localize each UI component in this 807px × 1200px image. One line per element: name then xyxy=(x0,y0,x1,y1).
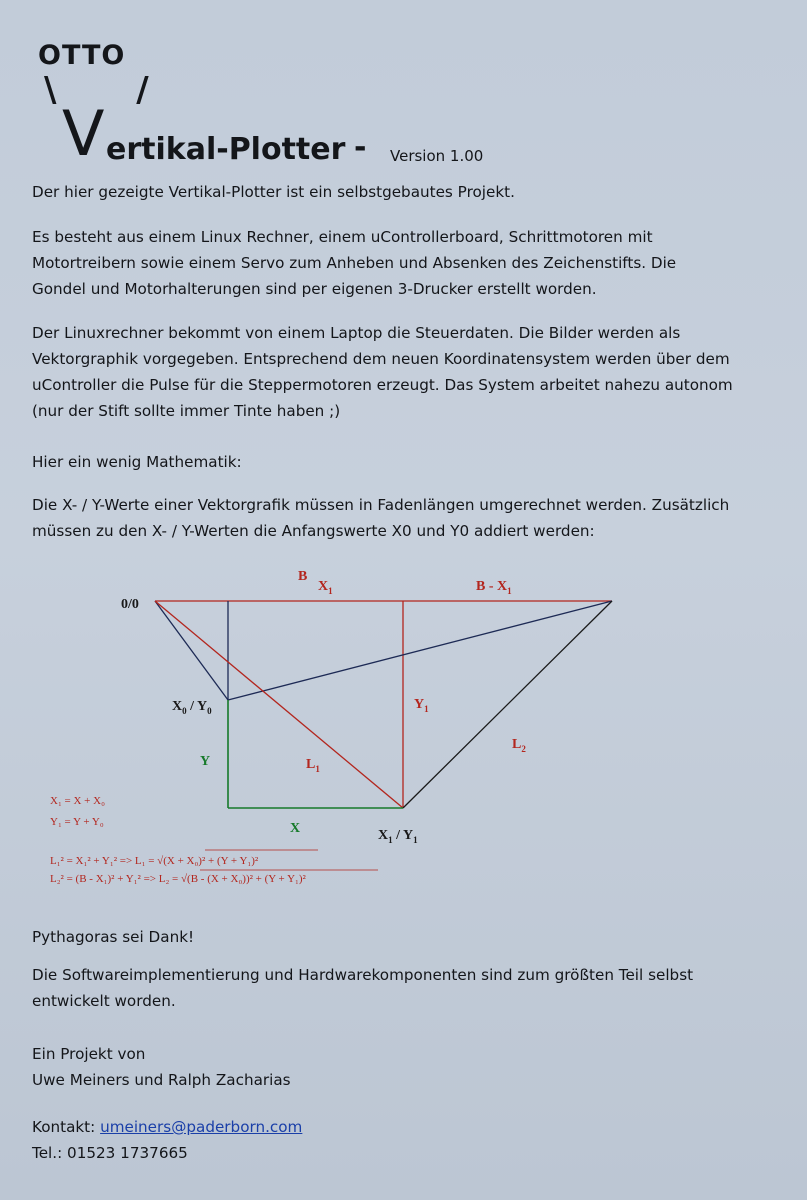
contact-label: Kontakt: xyxy=(32,1118,101,1136)
formula-l2: L₂² = (B - X₁)² + Y₁² => L₂ = √(B - (X + X₀))² + (Y + Y₁)² xyxy=(50,873,306,885)
string-l2 xyxy=(403,601,612,808)
string-origin-to-start xyxy=(155,601,228,700)
y1-label: $Y_1$ xyxy=(414,697,429,714)
formula-x1: X₁ = X + X₀ xyxy=(50,795,105,807)
geometry-diagram xyxy=(0,560,807,900)
paragraph-intro xyxy=(32,179,515,205)
email-link[interactable]: umeiners@paderborn.com xyxy=(100,1118,303,1136)
page-title: ertikal-Plotter xyxy=(106,132,346,167)
authors-line: Uwe Meiners und Ralph Zacharias xyxy=(32,1071,291,1089)
text-line: Es besteht aus einem Linux Rechner, einem uControllerboard, Schrittmotoren mit xyxy=(32,228,653,246)
version-label: Version 1.00 xyxy=(390,147,484,165)
paragraph-math-heading xyxy=(32,449,242,475)
text-line: Hier ein wenig Mathematik: xyxy=(32,453,242,471)
b-label: B xyxy=(298,569,308,584)
title-dash: - xyxy=(354,130,367,165)
x1-top-label: $X_1$ xyxy=(318,579,333,596)
paragraph-control xyxy=(32,320,733,424)
text-line: Vektorgraphik vorgegeben. Entsprechend dem neuen Koordinatensystem werden über dem xyxy=(32,350,730,368)
paragraph-components xyxy=(32,224,676,302)
l2-label: $L_2$ xyxy=(512,737,526,754)
text-line: Der hier gezeigte Vertikal-Plotter ist ein selbstgebautes Projekt. xyxy=(32,183,515,201)
phone-line: Tel.: 01523 1737665 xyxy=(32,1144,188,1162)
text-line: Gondel und Motorhalterungen sind per eigenen 3-Drucker erstellt worden. xyxy=(32,280,597,298)
paragraph-authors xyxy=(32,1041,291,1093)
y-label: Y xyxy=(200,754,211,769)
x0y0-label: $X_0 / Y_0$ xyxy=(172,699,212,716)
string-start-to-right xyxy=(228,601,612,700)
project-by-line: Ein Projekt von xyxy=(32,1045,146,1063)
logo-slashes: \ / xyxy=(44,70,183,110)
formula-y1: Y₁ = Y + Y₀ xyxy=(50,816,104,828)
origin-label: 0/0 xyxy=(121,597,139,612)
contact-line xyxy=(32,1114,302,1140)
logo-big-v: V xyxy=(62,97,105,170)
l1-label: $L_1$ xyxy=(306,757,320,774)
contact-block xyxy=(32,1114,302,1166)
text-line: uController die Pulse für die Steppermotoren erzeugt. Das System arbeitet nahezu autonom xyxy=(32,376,733,394)
text-line: müssen zu den X- / Y-Werten die Anfangswerte X0 und Y0 addiert werden: xyxy=(32,522,595,540)
text-line: Die Softwareimplementierung und Hardwarekomponenten sind zum größten Teil selbst xyxy=(32,966,694,984)
b-minus-x1-label: B - $X_1$ xyxy=(476,579,512,596)
text-line: entwickelt worden. xyxy=(32,992,176,1010)
text-line: Der Linuxrechner bekommt von einem Laptop die Steuerdaten. Die Bilder werden als xyxy=(32,324,681,342)
paragraph-conversion xyxy=(32,492,729,544)
x-label: X xyxy=(290,821,301,836)
text-line: (nur der Stift sollte immer Tinte haben ;) xyxy=(32,402,341,420)
x1y1-label: $X_1 / Y_1$ xyxy=(378,828,418,845)
text-line: Die X- / Y-Werte einer Vektorgrafik müssen in Fadenlängen umgerechnet werden. Zusätzlich xyxy=(32,496,730,514)
paragraph-software xyxy=(32,962,693,1014)
text-line: Motortreibern sowie einem Servo zum Anheben und Absenken des Zeichenstifts. Die xyxy=(32,254,677,272)
formula-l1: L₁² = X₁² + Y₁² => L₁ = √(X + X₀)² + (Y + Y₁)² xyxy=(50,855,259,867)
logo-otto: OTTO xyxy=(38,40,126,71)
paragraph-thanks xyxy=(32,924,194,950)
text-line: Pythagoras sei Dank! xyxy=(32,928,195,946)
